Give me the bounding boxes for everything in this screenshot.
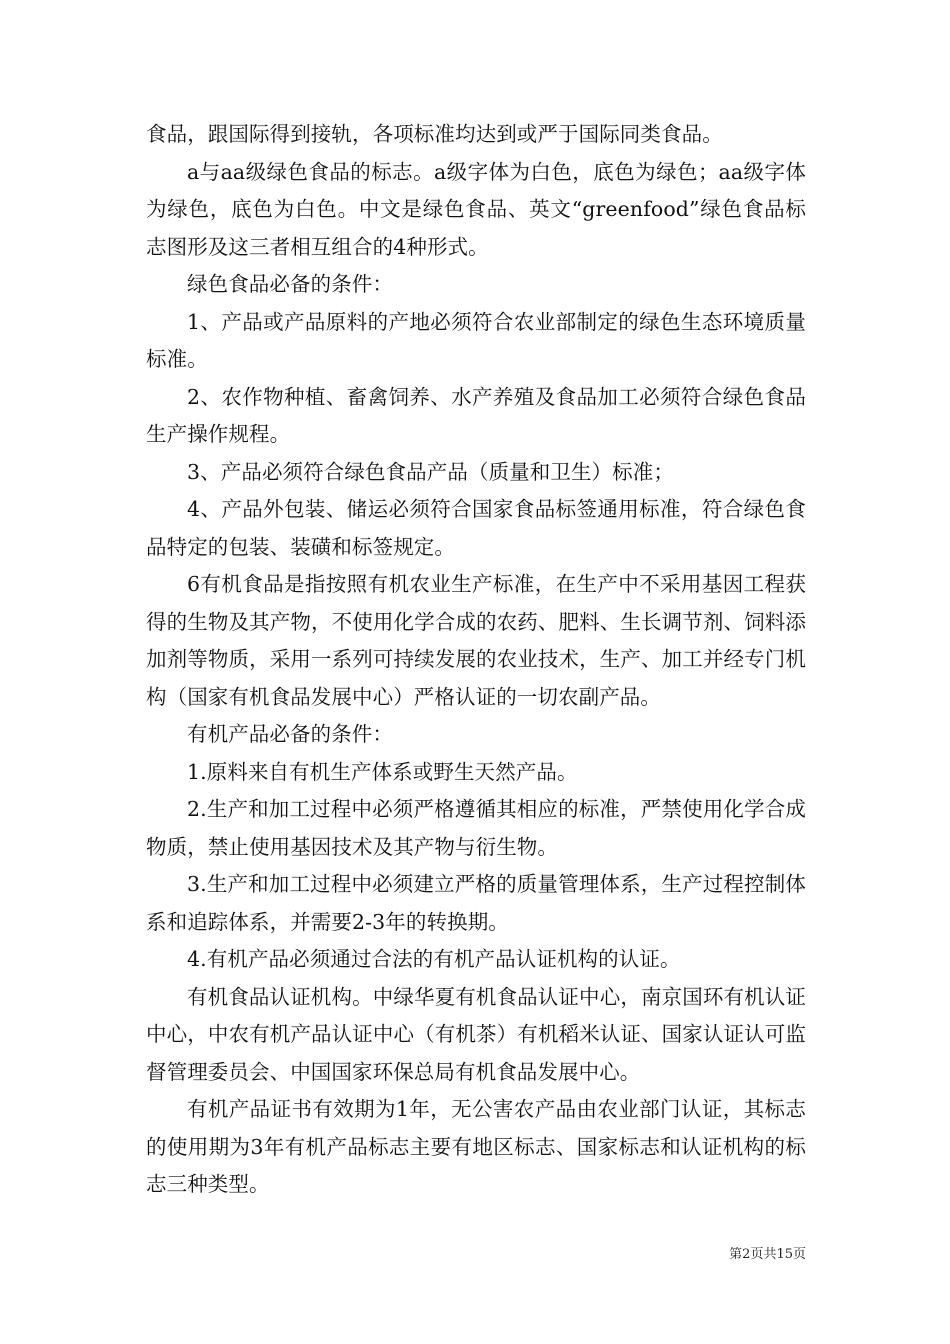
paragraph-organic-item-4: 4.有机产品必须通过合法的有机产品认证机构的认证。 [187,947,681,971]
paragraph-organic-heading: 有机产品必备的条件： [187,722,393,746]
paragraph-green-food-item-3: 3、产品必须符合绿色食品产品（质量和卫生）标准； [187,459,674,484]
paragraph-continuation: 食品，跟国际得到接轨，各项标准均达到或严于国际同类食品。 [146,122,723,146]
paragraph-green-food-item-4: 4、产品外包装、储运必须符合国家食品标签通用标准，符合绿色食品特定的包装、装磺和标签规定。 [146,497,806,559]
paragraph-certificate-validity: 有机产品证书有效期为1年，无公害农产品由农业部门认证，其标志的使用期为3年有机产品标志主要有地区标志、国家标志和认证机构的标志三种类型。 [146,1097,806,1196]
paragraph-organic-food-definition: 6有机食品是指按照有机农业生产标准，在生产中不采用基因工程获得的生物及其产物，不使用化学合成的农药、肥料、生长调节剂、饲料添加剂等物质，采用一系列可持续发展的农业技术，生产、加工并经专门机构（国家有机食品发展中心）严格认证的一切农副产品。 [146,572,806,709]
paragraph-organic-item-3: 3.生产和加工过程中必须建立严格的质量管理体系，生产过程控制体系和追踪体系，并需要2-3年的转换期。 [146,872,806,934]
paragraph-label-description: a与aa级绿色食品的标志。a级字体为白色，底色为绿色；aa级字体为绿色，底色为白色。中文是绿色食品、英文“greenfood”绿色食品标志图形及这三者相互组合的4种形式。 [146,159,806,259]
paragraph-green-food-heading: 绿色食品必备的条件： [187,272,393,296]
page-number: 第2页共15页 [729,1247,806,1262]
document-body [146,116,806,1204]
paragraph-green-food-item-2: 2、农作物种植、畜禽饲养、水产养殖及食品加工必须符合绿色食品生产操作规程。 [146,384,806,446]
paragraph-certification-bodies: 有机食品认证机构。中绿华夏有机食品认证中心，南京国环有机认证中心，中农有机产品认证中心（有机茶）有机稻米认证、国家认证认可监督管理委员会、中国国家环保总局有机食品发展中心。 [146,984,806,1084]
paragraph-organic-item-1: 1.原料来自有机生产体系或野生天然产品。 [187,759,578,784]
paragraph-organic-item-2: 2.生产和加工过程中必须严格遵循其相应的标准，严禁使用化学合成物质，禁止使用基因技术及其产物与衍生物。 [146,797,806,859]
paragraph-green-food-item-1: 1、产品或产品原料的产地必须符合农业部制定的绿色生态环境质量标准。 [146,309,806,371]
